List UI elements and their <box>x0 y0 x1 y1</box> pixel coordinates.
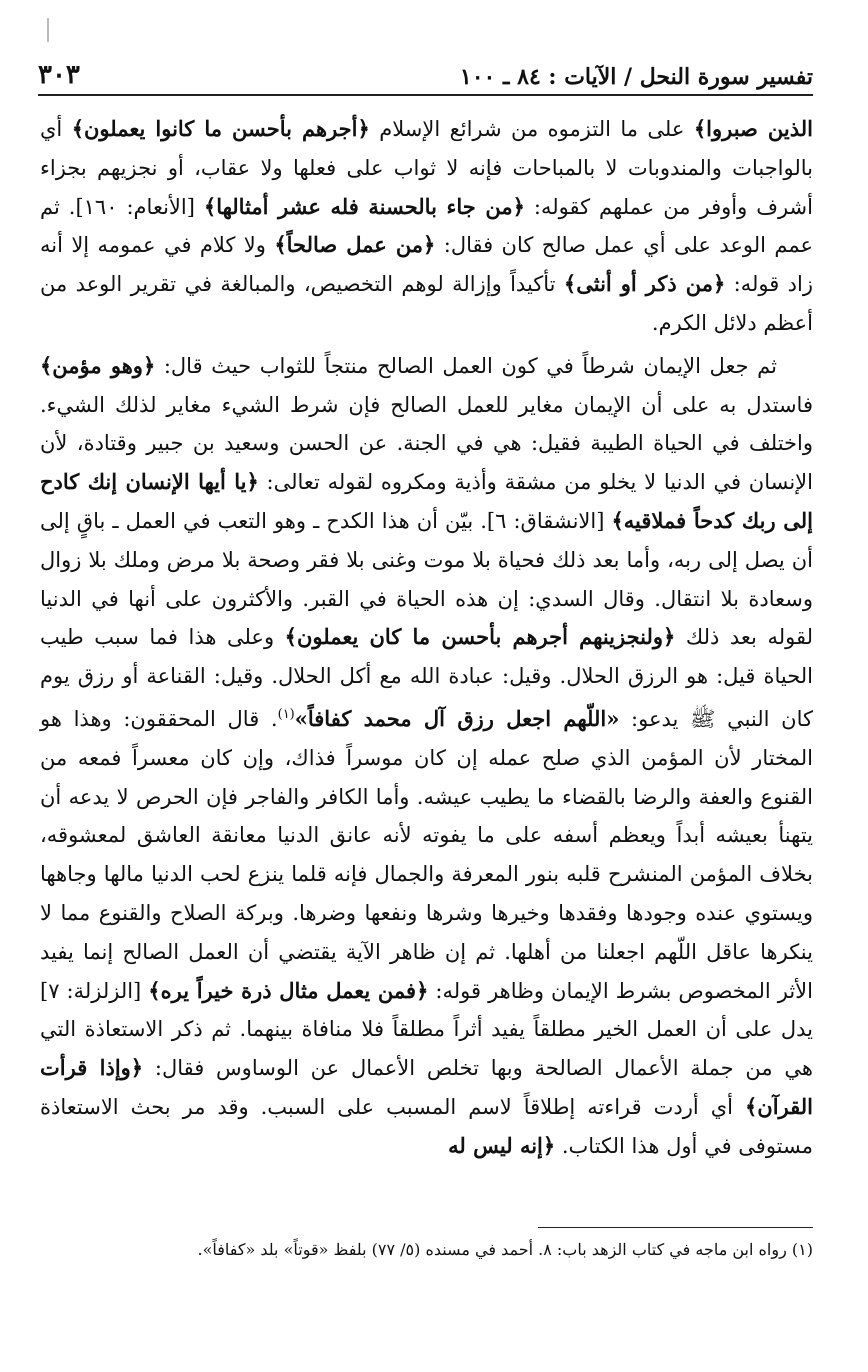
text-segment: . قال المحققون: وهذا هو المختار لأن المؤمن الذي صلح عمله إن كان موسراً فذاك، وإن كان معسراً فمعه من القنوع والعفة والرضا بالقضاء ما يطيب عيشه. وأما الكافر والفاجر فإن الحرص لا يدعه أن يتهنأ بعيشه أبداً ويعظم أسفه على ما يفوته لأنه عانق الدنيا معانقة العاشق لمعشوقه، بخلاف المؤمن المنشرح قلبه بنور المعرفة والجمال فإنه قلما ينزع لحب الدنيا مالها وجاهها ويستوي عنده وجودها وفقدها وخيرها وشرها ونفعها وضرها. وبركة الصلاح والقنوع مما لا ينكرها عاقل اللّهم اجعلنا من أهلها. ثم إن ظاهر الآية يقتضي أن العمل الصالح إنما يفيد الأثر المخصوص بشرط الإيمان وظاهر قوله: <box>40 706 813 1003</box>
text-segment: [الزلزلة: ٧] يدل على أن العمل الخير مطلقاً يفيد أثراً مطلقاً فلا منافاة بينهما. ثم ذكر الاستعاذة التي هي من جملة الأعمال الصالحة وبها تخلص الأعمال عن الوساوس فقال: <box>40 978 813 1081</box>
quran-quote: «اللّهم اجعل رزق آل محمد كفافاً» <box>294 705 620 731</box>
paragraph <box>40 347 813 1166</box>
quran-quote: ﴿من عمل صالحاً﴾ <box>274 232 436 258</box>
quran-quote: ﴿فمن يعمل مثال ذرة خيراً يره﴾ <box>148 977 429 1003</box>
text-segment: على ما التزموه من شرائع الإسلام <box>369 117 694 141</box>
footnote-divider <box>538 1227 813 1228</box>
text-segment: ثم جعل الإيمان شرطاً في كون العمل الصالح منتجاً للثواب حيث قال: <box>155 353 777 378</box>
quran-quote: ﴿من جاء بالحسنة فله عشر أمثالها﴾ <box>203 193 525 219</box>
quran-quote: ﴿إنه ليس له <box>448 1132 556 1158</box>
text-segment: ولا كلام في عمومه إلا أنه زاد قوله: <box>40 233 813 297</box>
paragraph <box>40 110 813 343</box>
text-segment: وعلى هذا فما سبب طيب الحياة قيل: هو الرزق الحلال. وقيل: عبادة الله مع أكل الحلال. وقيل: القناعة أو رزق يوم كان النبي ﷺ يدعو: <box>40 625 813 731</box>
footnote-reference: (١) <box>277 706 295 722</box>
quran-quote: الذين صبروا﴾ <box>693 116 814 141</box>
text-segment: [الانشقاق: ٦]. بيّن أن هذا الكدح ـ وهو التعب في العمل ـ باقٍ إلى أن يصل إلى ربه، وأما بعد ذلك فحياة بلا موت وغنى بلا فقر وصحة بلا مرض وملك بلا زوال وسعادة بلا انتقال. وقال السدي: إن هذه الحياة في القبر. والأكثرون على أنها في الدنيا لقوله بعد ذلك <box>40 508 813 650</box>
quran-quote: ﴿وإذا قرأت القرآن﴾ <box>40 1055 813 1119</box>
quran-quote: ﴿أجرهم بأحسن ما كانوا يعملون﴾ <box>71 116 370 141</box>
page-number: ٣٠٣ <box>38 60 80 90</box>
quran-quote: ﴿وهو مؤمن﴾ <box>40 352 156 378</box>
body-text <box>40 110 813 1166</box>
text-segment: أي أردت قراءته إطلاقاً لاسم المسبب على السبب. وقد مر بحث الاستعاذة مستوفى في أول هذا الكتاب. <box>40 1094 813 1158</box>
text-segment: أي بالواجبات والمندوبات لا بالمباحات فإنه لا ثواب على فعلها ولا عقاب، أو نجزيهم بجزاء أشرف وأوفر من عملهم كقوله: <box>40 117 813 219</box>
margin-mark <box>47 18 49 42</box>
text-segment: [الأنعام: ١٦٠]. ثم عمم الوعد على أي عمل صالح كان فقال: <box>40 194 813 258</box>
text-segment: تأكيداً وإزالة لوهم التخصيص، والمبالغة في تقرير الوعد من أعظم دلائل الكرم. <box>40 272 813 335</box>
running-header <box>38 52 813 96</box>
running-title: تفسير سورة النحل / الآيات : ٨٤ ـ ١٠٠ <box>459 64 813 90</box>
quran-quote: ﴿من ذكر أو أنثى﴾ <box>563 271 726 297</box>
footnote: (١) رواه ابن ماجه في كتاب الزهد باب: ٨. أحمد في مسنده (٥/ ٧٧) بلفظ «قوتاً» بلد «كفافاً». <box>197 1240 813 1259</box>
quran-quote: ﴿يا أيها الإنسان إنك كادح إلى ربك كدحاً فملاقيه﴾ <box>40 469 814 533</box>
quran-quote: ﴿ولنجزينهم أجرهم بأحسن ما كان يعملون﴾ <box>284 624 676 650</box>
text-segment: فاستدل به على أن الإيمان مغاير للعمل الصالح فإن شرط الشيء مغاير لذلك الشيء. واختلف في الحياة الطيبة فقيل: هي في الجنة. عن الحسن وسعيد بن جبير وقتادة، لأن الإنسان في الدنيا لا يخلو من مشقة وأذية ومكروه لقوله تعالى: <box>40 392 813 495</box>
